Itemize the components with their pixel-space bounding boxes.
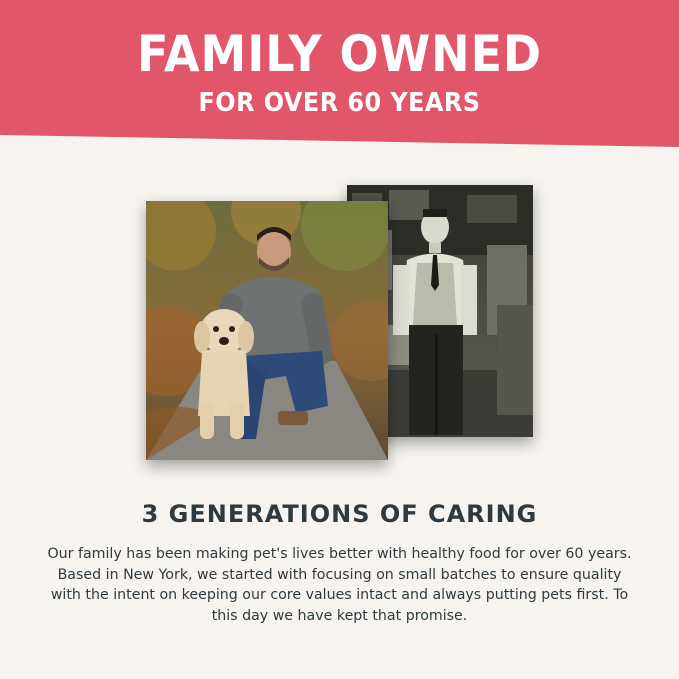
modern-photo-image bbox=[146, 201, 388, 460]
banner-subtitle: FOR OVER 60 YEARS bbox=[198, 88, 481, 118]
banner-title: FAMILY OWNED bbox=[136, 25, 543, 83]
section-title: 3 GENERATIONS OF CARING bbox=[141, 500, 538, 528]
section-body: Our family has been making pet's lives better with healthy food for over 60 years. Based in New York, we started with focusing on small batches to ensure quality with the intent on keeping our core values intact and always putting pets first. To this day we have kept that promise. bbox=[47, 546, 632, 624]
modern-photo bbox=[146, 201, 388, 460]
